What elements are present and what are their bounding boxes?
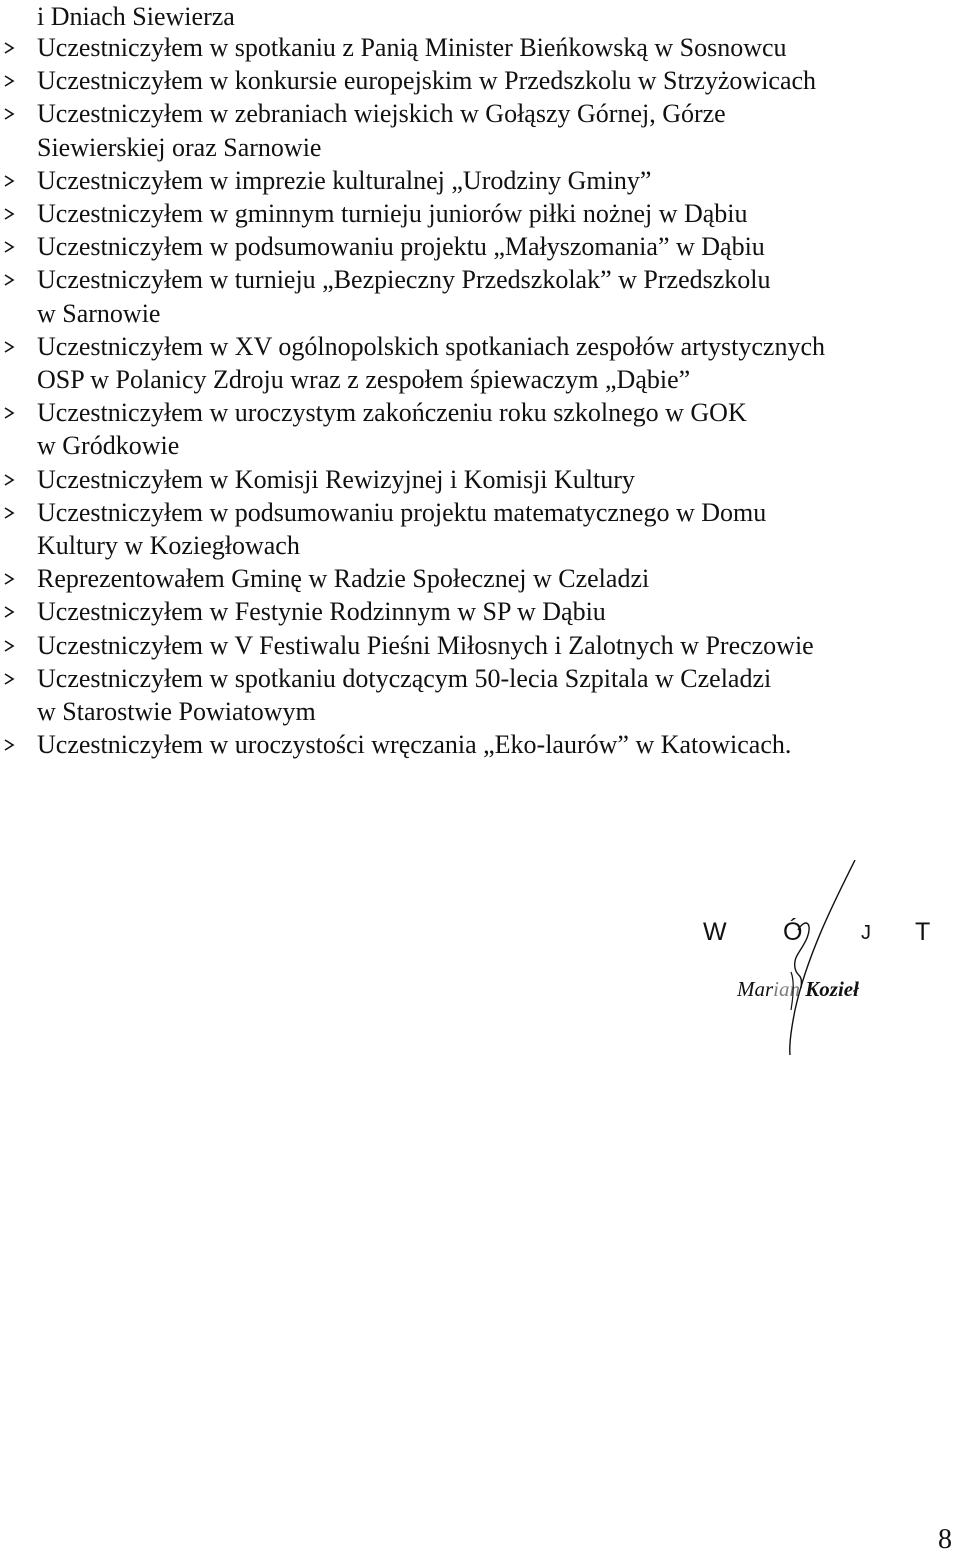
- list-item-line: Uczestniczyłem w XV ogólnopolskich spotkaniach zespołów artystycznych: [37, 331, 825, 361]
- list-item-line: Uczestniczyłem w turnieju „Bezpieczny Przedszkolak” w Przedszkolu: [37, 265, 771, 295]
- list-item: [0, 662, 960, 728]
- arrowhead-bullet-icon: [3, 241, 15, 253]
- list-item-line: Uczestniczyłem w imprezie kulturalnej „Urodziny Gminy”: [37, 165, 652, 195]
- list-item: [0, 463, 960, 496]
- list-item-line: Uczestniczyłem w uroczystości wręczania „Eko-laurów” w Katowicach.: [37, 730, 792, 760]
- list-item-line: Uczestniczyłem w konkursie europejskim w Przedszkolu w Strzyżowicach: [37, 66, 817, 96]
- title-letter-t: T: [915, 918, 931, 946]
- list-item-line: Uczestniczyłem w Festynie Rodzinnym w SP w Dąbiu: [37, 597, 606, 627]
- list-item-line: Uczestniczyłem w V Festiwalu Pieśni Miłosnych i Zalotnych w Preczowie: [37, 630, 814, 660]
- signer-name-first: Mar: [737, 977, 774, 1001]
- handwritten-signature: [695, 860, 955, 1060]
- list-item: [0, 197, 960, 230]
- list-item-line: w Gródkowie: [37, 431, 180, 461]
- signer-name-gap: ian: [773, 977, 801, 1001]
- activity-list: [0, 31, 960, 761]
- list-item-line: w Sarnowie: [37, 298, 161, 328]
- arrowhead-bullet-icon: [3, 108, 15, 120]
- list-item: [0, 562, 960, 595]
- list-item-line: OSP w Polanicy Zdroju wraz z zespołem śpiewaczym „Dąbie”: [37, 365, 691, 395]
- list-item: [0, 728, 960, 761]
- list-item: [0, 629, 960, 662]
- list-item: [0, 31, 960, 64]
- list-item: [0, 595, 960, 628]
- title-letter-w: W: [703, 918, 727, 946]
- page-number: 8: [938, 1524, 952, 1555]
- list-item-line: w Starostwie Powiatowym: [37, 697, 316, 727]
- signature-block: [695, 860, 955, 1060]
- arrowhead-bullet-icon: [3, 474, 15, 486]
- list-item: [0, 97, 960, 163]
- arrowhead-bullet-icon: [3, 673, 15, 685]
- list-item-line: Uczestniczyłem w podsumowaniu projektu matematycznego w Domu: [37, 497, 767, 527]
- arrowhead-bullet-icon: [3, 208, 15, 220]
- arrowhead-bullet-icon: [3, 573, 15, 585]
- arrowhead-bullet-icon: [3, 175, 15, 187]
- list-item-line: Siewierskiej oraz Sarnowie: [37, 132, 322, 162]
- list-item: [0, 164, 960, 197]
- list-item-line: Uczestniczyłem w spotkaniu dotyczącym 50-lecia Szpitala w Czeladzi: [37, 663, 772, 693]
- arrowhead-bullet-icon: [3, 274, 15, 286]
- arrowhead-bullet-icon: [3, 42, 15, 54]
- list-item: [0, 263, 960, 329]
- list-item: [0, 230, 960, 263]
- list-item-line: Uczestniczyłem w Komisji Rewizyjnej i Komisji Kultury: [37, 464, 635, 494]
- list-item: [0, 330, 960, 396]
- title-letter-j: J: [861, 922, 871, 944]
- list-item-line: Uczestniczyłem w gminnym turnieju juniorów piłki nożnej w Dąbiu: [37, 199, 748, 229]
- arrowhead-bullet-icon: [3, 75, 15, 87]
- list-item-line: Uczestniczyłem w podsumowaniu projektu „Małyszomania” w Dąbiu: [37, 232, 765, 262]
- title-letter-o: Ó: [783, 918, 803, 946]
- arrowhead-bullet-icon: [3, 640, 15, 652]
- list-item-line: Uczestniczyłem w uroczystym zakończeniu roku szkolnego w GOK: [37, 398, 747, 428]
- list-item-line: Kultury w Koziegłowach: [37, 531, 300, 561]
- list-item: [0, 396, 960, 462]
- signer-name-last: Kozieł: [805, 977, 859, 1001]
- arrowhead-bullet-icon: [3, 341, 15, 353]
- list-item-line: Uczestniczyłem w spotkaniu z Panią Minister Bieńkowską w Sosnowcu: [37, 33, 787, 62]
- list-item-line: Uczestniczyłem w zebraniach wiejskich w Gołąszy Górnej, Górze: [37, 99, 726, 129]
- continuation-line: i Dniach Siewierza: [37, 2, 235, 31]
- arrowhead-bullet-icon: [3, 739, 15, 751]
- arrowhead-bullet-icon: [3, 507, 15, 519]
- list-item: [0, 64, 960, 97]
- arrowhead-bullet-icon: [3, 407, 15, 419]
- arrowhead-bullet-icon: [3, 606, 15, 618]
- list-item-line: Reprezentowałem Gminę w Radzie Społecznej w Czeladzi: [37, 564, 650, 594]
- list-item: [0, 496, 960, 562]
